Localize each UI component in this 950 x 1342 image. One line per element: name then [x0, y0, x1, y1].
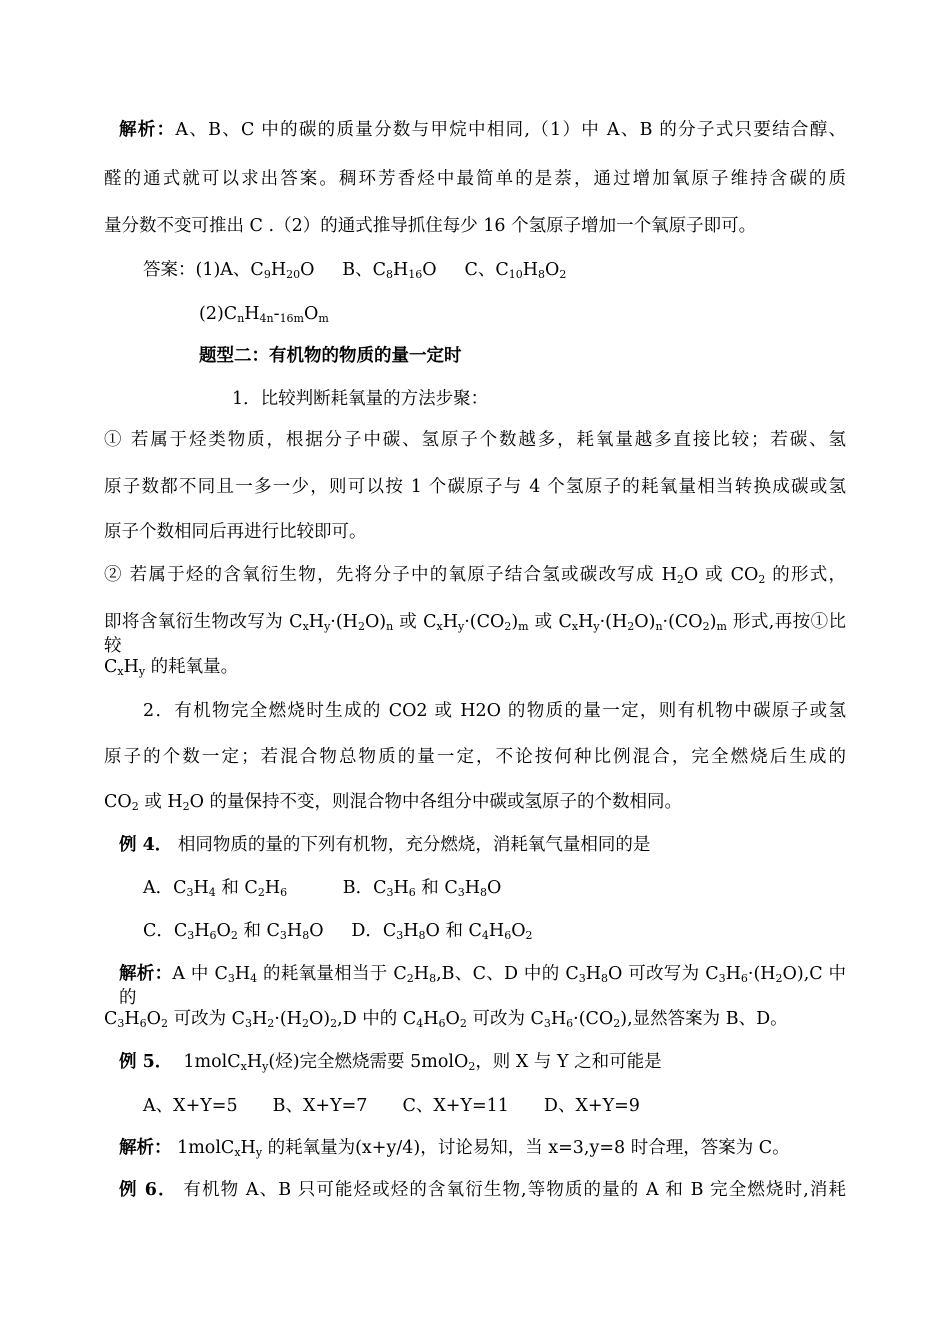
- paragraph-line: 原子的个数一定；若混合物总物质的量一定，不论按何种比例混合，完全燃烧后生成的: [104, 747, 846, 767]
- paragraph-line: ② 若属于烃的含氧衍生物，先将分子中的氧原子结合氢或碳改写成 $H_2O$ 或 $CO_2$ 的形式，: [104, 565, 847, 586]
- option-line: A、X+Y=5 B、X+Y=7 C、X+Y=11 D、X+Y=9: [143, 1096, 640, 1116]
- paragraph-line: 醛的通式就可以求出答案。稠环芳香烃中最简单的是萘，通过增加氧原子维持含碳的质: [104, 169, 846, 189]
- answer-line: [143, 258, 566, 282]
- example-label: 例 5．: [119, 1052, 173, 1072]
- analysis-line: $C_3H_6O_2$ 可改为 $C_3H_2\cdot(H_2O)_2,D$ 中的 $C_4H_6O_2$ 可改为 $C_3H_6\cdot(CO_2)$,显然答案为 B、D。: [104, 1009, 788, 1030]
- paragraph-line: 2．有机物完全燃烧时生成的 CO2 或 H2O 的物质的量一定，则有机物中碳原子或氢: [143, 701, 846, 721]
- paragraph-line: [119, 118, 846, 142]
- label-analysis: 解析：: [119, 1138, 172, 1158]
- example-label: 例 4．: [119, 835, 173, 855]
- example-label: 例 6．: [119, 1180, 177, 1200]
- paragraph-line: 即将含氧衍生物改写为 $C_xH_y\cdot(H_2O)_n$ 或 $C_xH_y\cdot(CO_2)_m$ 或 $C_xH_y\cdot(H_2O)_n\cdot(CO_2)_m$ 形式,再按①比较: [104, 612, 847, 656]
- answer-line-2: $(2)C_nH_{4n}-_{16m}O_m$: [199, 304, 329, 325]
- example-4: [119, 833, 650, 857]
- option-line: A．$C_3H_4$ 和 $C_2H_6$ B．$C_3H_6$ 和 $C_3H_8O$: [143, 878, 502, 899]
- paragraph-line: $CO_2$ 或 $H_2O$ 的量保持不变，则混合物中各组分中碳或氢原子的个数相同。: [104, 792, 683, 813]
- step-title: 1．比较判断耗氧量的方法步聚：: [232, 389, 489, 409]
- label-analysis: 解析：: [119, 120, 176, 140]
- paragraph-line: ① 若属于烃类物质，根据分子中碳、氢原子个数越多，耗氧量越多直接比较；若碳、氢: [104, 430, 846, 450]
- line-text: A、B、C 中的碳的质量分数与甲烷中相同,（1）中 A、B 的分子式只要结合醇、: [175, 120, 846, 140]
- paragraph-line: 原子个数相同后再进行比较即可。: [104, 522, 367, 542]
- example-5: 例 5． $1molC_xH_y$(烃)完全燃烧需要 5molO$_2$，则 X 与 Y 之和可能是: [119, 1052, 662, 1073]
- example-text: 有机物 A、B 只可能烃或烃的含氧衍生物,等物质的量的 A 和 B 完全燃烧时,消耗: [183, 1180, 846, 1200]
- answer-label: 答案：: [143, 260, 196, 280]
- example-6: [119, 1178, 846, 1202]
- analysis-line: 解析： $1molC_xH_y$ 的耗氧量为(x+y/4)，讨论易知，当 x=3,y=8 时合理，答案为 C。: [119, 1138, 790, 1159]
- example-text: 相同物质的量的下列有机物，充分燃烧，消耗氧气量相同的是: [177, 835, 651, 855]
- analysis-line: 解析：A 中 $C_3H_4$ 的耗氧量相当于 $C_2H_8,B$、C、D 中的 $C_3H_8O$ 可改写为 $C_3H_6\cdot(H_2O),C$ 中的: [119, 964, 847, 1008]
- answer-1: (1)A、$C_9H_{20}O$ B、$C_8H_{16}O$ C、$C_{10}H_8O_2$: [195, 260, 567, 281]
- paragraph-line: 原子数都不同且一多一少，则可以按 1 个碳原子与 4 个氢原子的耗氧量相当转换成碳或氢: [104, 477, 846, 497]
- option-line: C．$C_3H_6O_2$ 和 $C_3H_8O$ D．$C_3H_8O$ 和 $C_4H_6O_2$: [143, 921, 533, 942]
- section-heading: 题型二：有机物的物质的量一定时: [199, 346, 462, 366]
- label-analysis: 解析：: [119, 964, 173, 984]
- paragraph-line: 量分数不变可推出 C .（2）的通式推导抓住每少 16 个氢原子增加一个氧原子即可。: [104, 216, 757, 236]
- paragraph-line: $C_xH_y$ 的耗氧量。: [104, 657, 239, 678]
